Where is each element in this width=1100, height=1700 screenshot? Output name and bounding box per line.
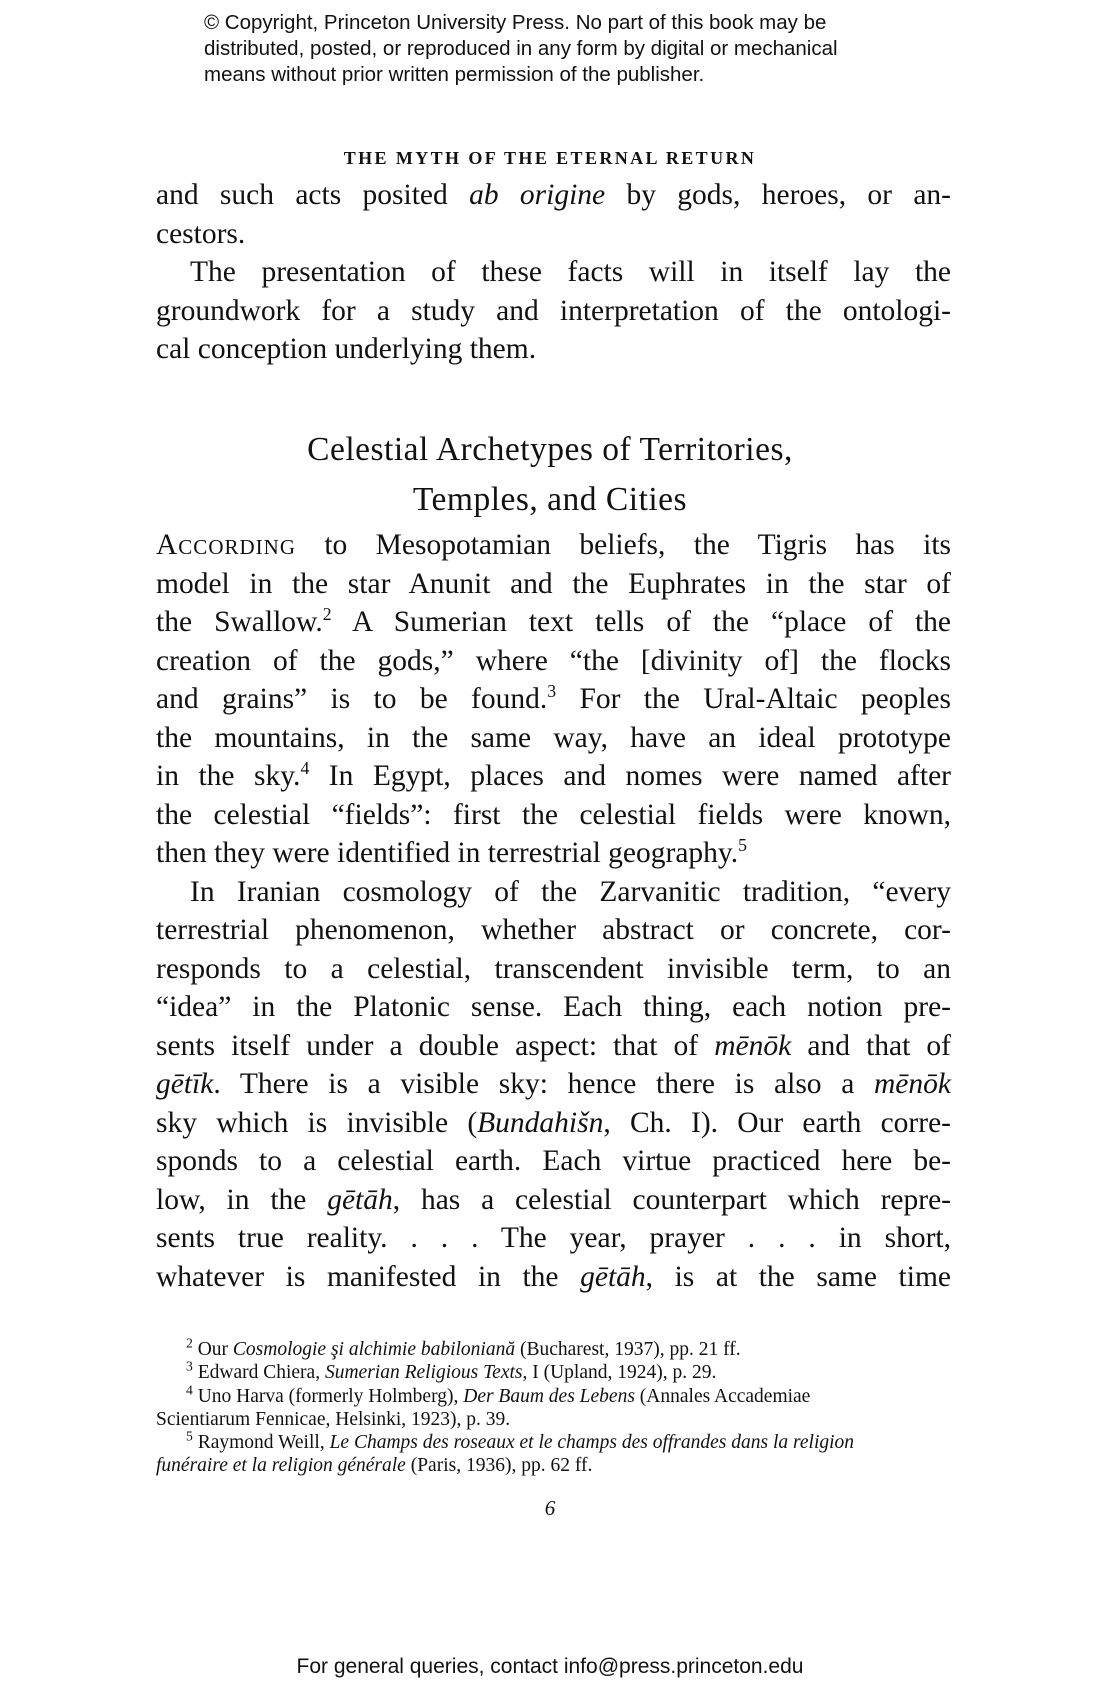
contact-footer: For general queries, contact info@press.princeton.edu xyxy=(296,1655,804,1678)
text-line: in the sky.$^4$ In Egypt, places and nomes were named after xyxy=(156,758,951,792)
footnote-ref: 3 xyxy=(547,681,557,702)
text-line: the celestial “fields”: first the celestial fields were known, xyxy=(156,798,951,831)
text-line: cestors. xyxy=(156,217,246,250)
copyright-notice xyxy=(204,10,924,88)
footnote: $^4$ Uno Harva (formerly Holmberg), Der Baum des Lebens (Annales Accademiae xyxy=(186,1382,811,1407)
footnote: $^2$ Our Cosmologie şi alchimie babiloniană (Bucharest, 1937), pp. 21 ff. xyxy=(186,1335,741,1360)
footnote-continuation: Scientiarum Fennicae, Helsinki, 1923), p. 39. xyxy=(156,1408,511,1430)
text-line: sents true reality. . . . The year, prayer . . . in short, xyxy=(156,1222,951,1254)
main-text xyxy=(156,526,951,1296)
italic-term: mēnōk xyxy=(874,1068,951,1100)
footnote-number: 5 xyxy=(186,1428,193,1444)
italic-term: gētāh xyxy=(327,1183,393,1216)
text-line: model in the star Anunit and the Euphrates in the star of xyxy=(156,567,951,600)
text-line: and grains” is to be found.$^3$ For the Ural-Altaic peoples xyxy=(156,681,952,715)
copyright-line: distributed, posted, or reproduced in any form by digital or mechanical xyxy=(204,37,838,60)
text-line: The presentation of these facts will in itself lay the xyxy=(190,256,951,288)
text-line: then they were identified in terrestrial geography.$^5$ xyxy=(156,835,747,869)
text-line: the Swallow.$^2$ A Sumerian text tells of the “place of the xyxy=(156,604,952,638)
page-number: 6 xyxy=(544,1496,556,1520)
text-line: gētīk. There is a visible sky: hence there is also a mēnōk xyxy=(156,1068,951,1100)
text-line: sents itself under a double aspect: that of mēnōk and that of xyxy=(156,1029,952,1062)
italic-phrase: ab origine xyxy=(469,179,606,211)
intro-text xyxy=(156,176,951,369)
footnote-ref: 2 xyxy=(322,604,332,625)
italic-term: gētāh xyxy=(580,1260,646,1293)
section-heading-line: Temples, and Cities xyxy=(412,481,688,518)
text-line: whatever is manifested in the gētāh, is at the same time xyxy=(156,1260,951,1293)
small-caps-opening: According xyxy=(156,529,296,561)
text-line: responds to a celestial, transcendent invisible term, to an xyxy=(156,952,951,985)
text-line: the mountains, in the same way, have an ideal prototype xyxy=(156,721,951,754)
footnote: $^3$ Edward Chiera, Sumerian Religious Texts, I (Upland, 1924), p. 29. xyxy=(186,1358,717,1384)
footnote-ref: 4 xyxy=(300,758,310,779)
text-line: terrestrial phenomenon, whether abstract or concrete, cor- xyxy=(156,914,951,946)
footnote-ref: 5 xyxy=(738,835,747,856)
copyright-line: means without prior written permission of the publisher. xyxy=(204,63,705,86)
text-line: groundwork for a study and interpretation of the ontologi- xyxy=(156,294,951,327)
footnote-number: 2 xyxy=(186,1335,193,1351)
italic-term: Bundahišn xyxy=(477,1106,604,1139)
text-line: In Iranian cosmology of the Zarvanitic tradition, “every xyxy=(190,875,951,908)
footnote-continuation: funéraire et la religion générale (Paris, 1936), pp. 62 ff. xyxy=(156,1455,593,1477)
text-line: According to Mesopotamian beliefs, the Tigris has its xyxy=(156,529,951,561)
copyright-line: © Copyright, Princeton University Press. No part of this book may be xyxy=(204,11,827,34)
footnote-number: 3 xyxy=(186,1358,193,1374)
text-line: “idea” in the Platonic sense. Each thing, each notion pre- xyxy=(156,991,951,1023)
running-head: THE MYTH OF THE ETERNAL RETURN xyxy=(343,148,757,168)
text-line: and such acts posited ab origine by gods, heroes, or an- xyxy=(156,179,952,211)
text-line: sponds to a celestial earth. Each virtue practiced here be- xyxy=(156,1145,951,1177)
section-heading xyxy=(0,425,1100,525)
text-line: low, in the gētāh, has a celestial counterpart which repre- xyxy=(156,1183,951,1216)
footnote: $^5$ Raymond Weill, Le Champs des roseaux et le champs des offrandes dans la religion xyxy=(186,1428,855,1454)
footnote-number: 4 xyxy=(186,1382,193,1398)
footnotes xyxy=(156,1335,951,1478)
text-line: creation of the gods,” where “the [divinity of] the flocks xyxy=(156,644,951,677)
italic-term: mēnōk xyxy=(714,1029,792,1062)
section-heading-line: Celestial Archetypes of Territories, xyxy=(307,431,793,468)
italic-term: gētīk xyxy=(156,1068,214,1100)
text-line: sky which is invisible (Bundahišn, Ch. I). Our earth corre- xyxy=(156,1106,951,1139)
text-line: cal conception underlying them. xyxy=(156,333,537,365)
